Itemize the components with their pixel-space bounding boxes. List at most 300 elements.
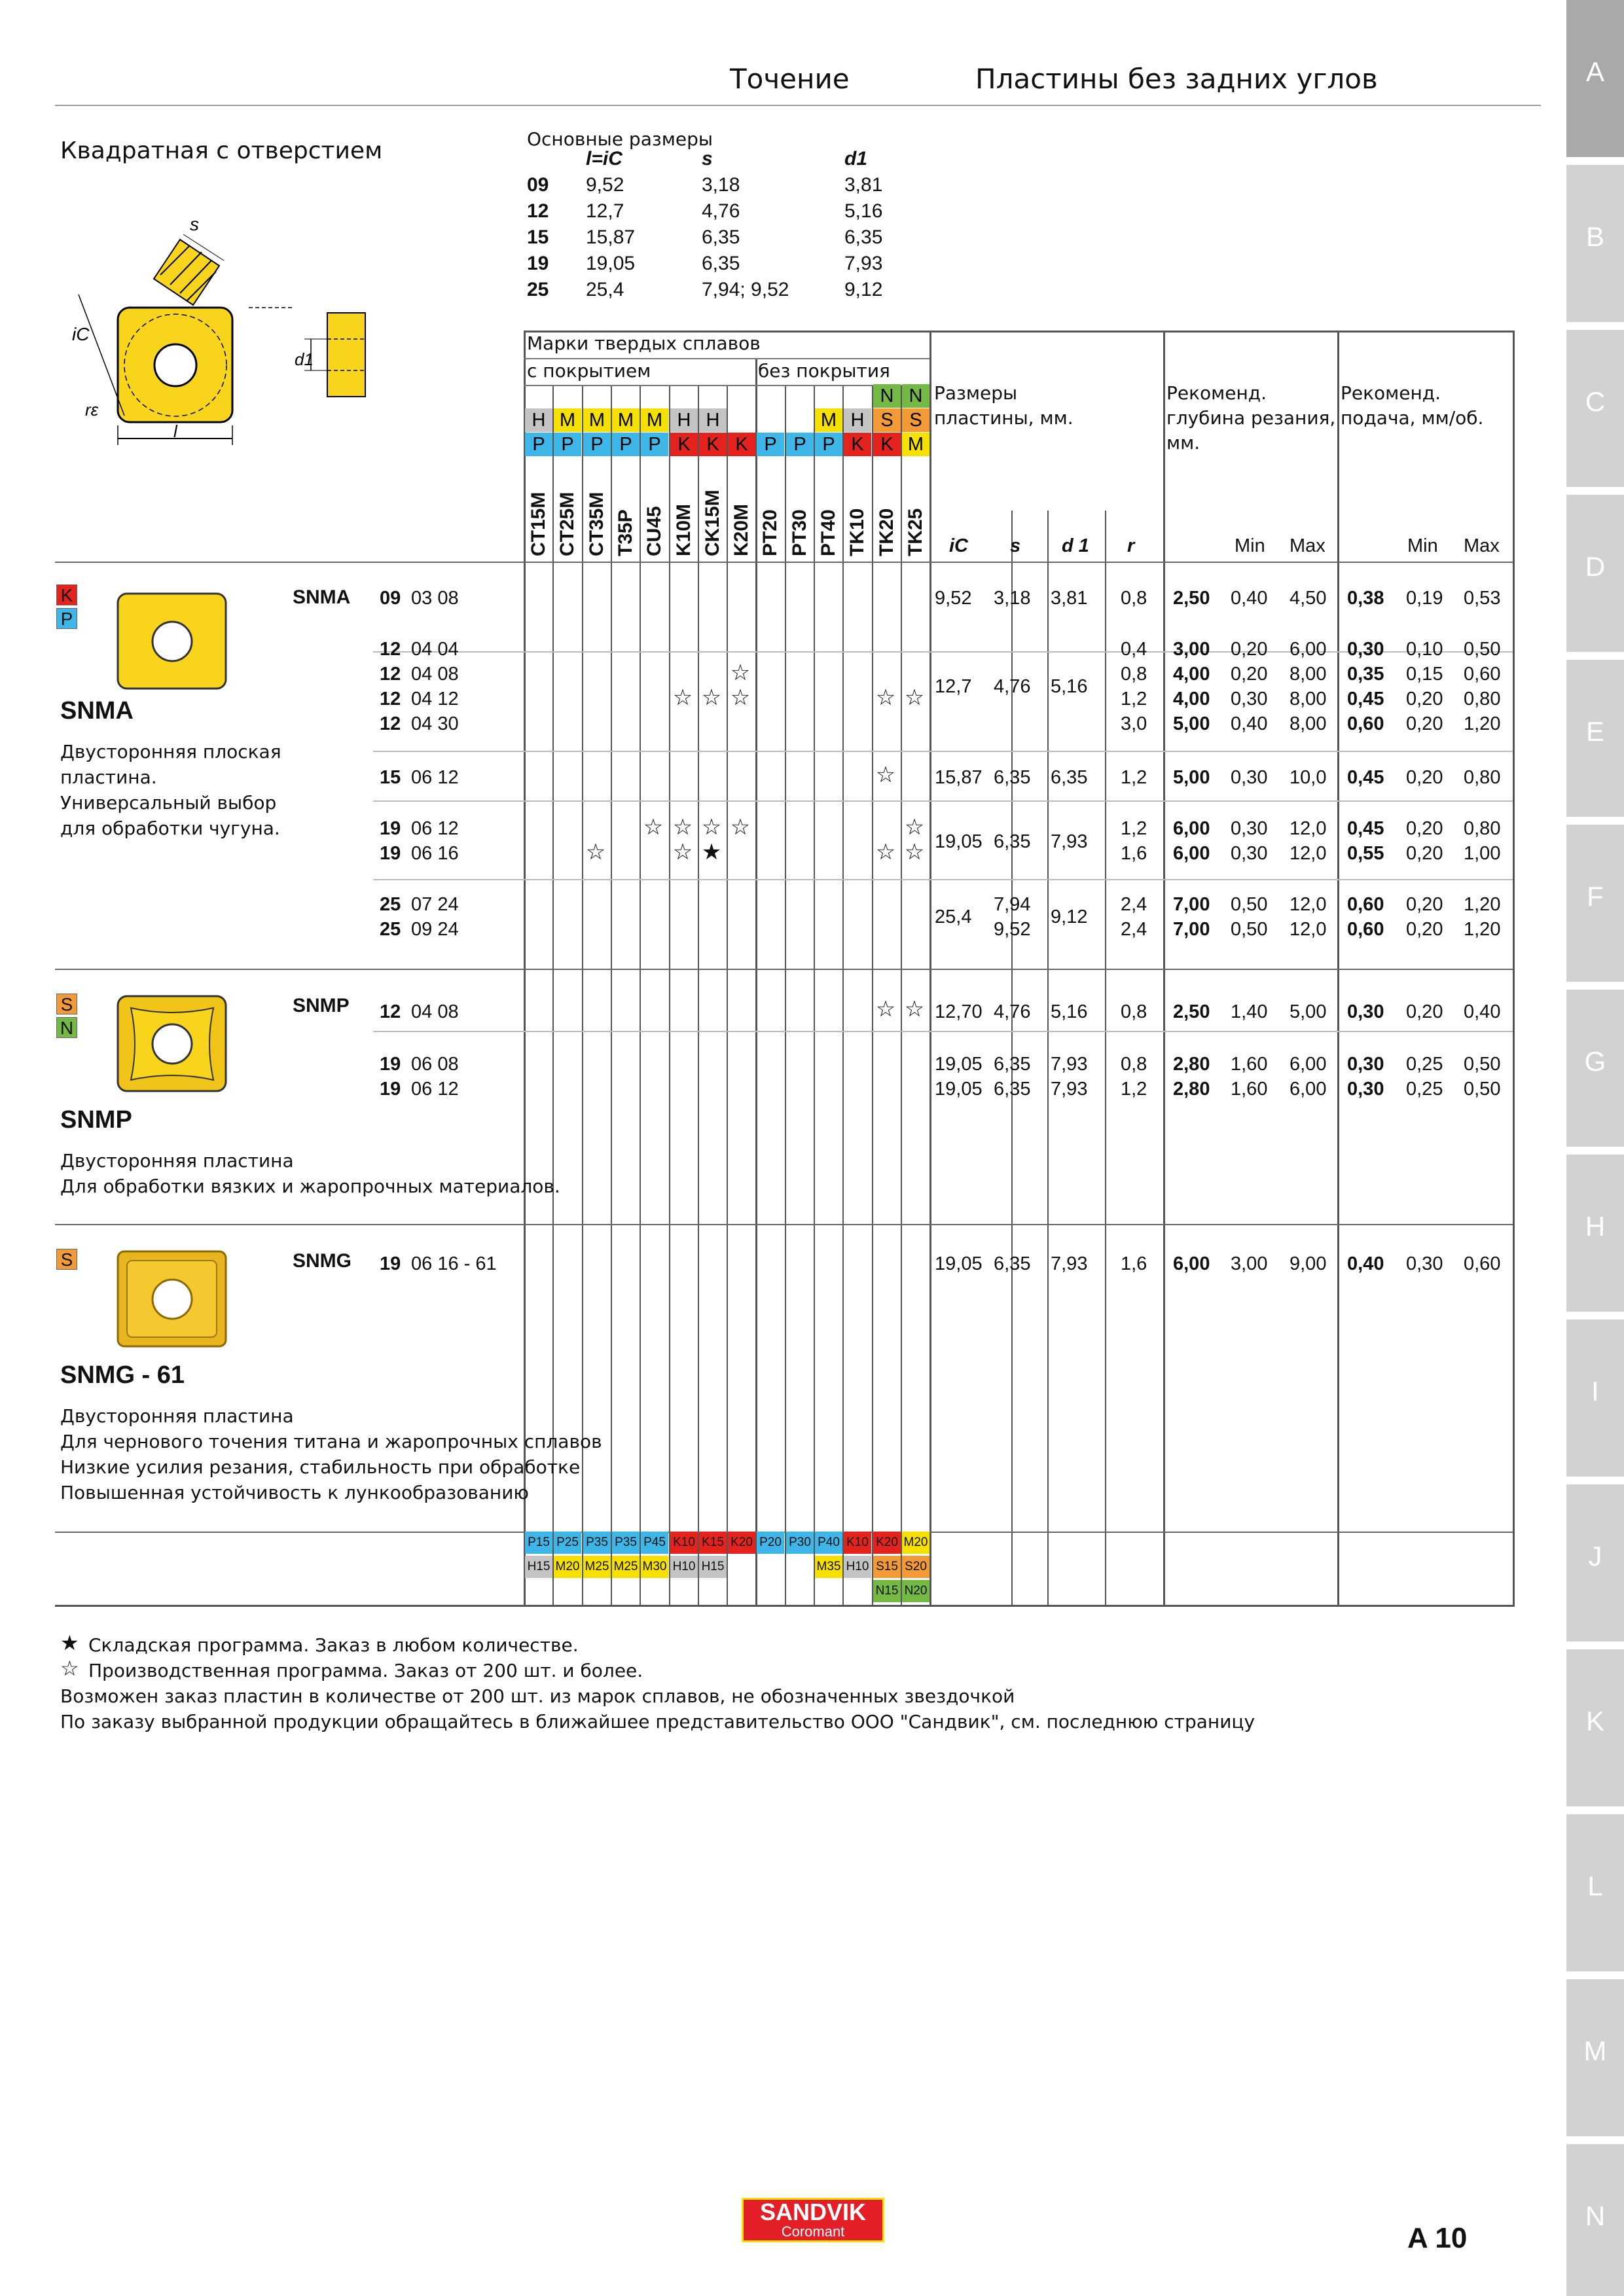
row-ap-max: 12,0 [1290, 818, 1327, 839]
production-star-icon: ☆ [730, 685, 751, 710]
row-ap-min: 0,20 [1231, 639, 1268, 660]
row-ap: 5,00 [1173, 713, 1210, 734]
dims-cell: 12,7 [586, 200, 624, 222]
dims-cell: 15 [527, 226, 549, 248]
row-ic: 19,05 [935, 1253, 983, 1274]
grade-name: K20M [731, 503, 752, 556]
section-title: Точение [730, 63, 850, 95]
grade-iso-cell: S [873, 408, 901, 432]
grade-iso-cell: K [728, 433, 755, 456]
legend-line: По заказу выбранной продукции обращайтесь в ближайшее представительство ООО "Сандвик", см. последнюю страницу [60, 1711, 1255, 1732]
row-ap-min: 3,00 [1231, 1253, 1268, 1274]
product-name: SNMG - 61 [60, 1361, 185, 1389]
row-ap-max: 12,0 [1290, 919, 1327, 940]
grade-iso-cell: M [902, 433, 929, 456]
grade-iso-cell: M [815, 408, 842, 432]
grade-col-line [785, 386, 786, 1607]
grade-col-line [842, 386, 844, 1607]
svg-text:l: l [173, 422, 177, 441]
col-header-max: Max [1464, 535, 1500, 556]
production-star-icon: ☆ [904, 685, 925, 710]
row-ap-min: 1,60 [1231, 1079, 1268, 1100]
row-f: 0,60 [1347, 713, 1384, 734]
insert-code-size: 12 [380, 689, 401, 709]
row-r: 2,4 [1121, 919, 1147, 940]
grade-iso-cell: P [786, 433, 814, 456]
logo-sub: Coromant [781, 2223, 845, 2240]
row-f-min: 0,20 [1406, 894, 1443, 915]
dims-cell: 12 [527, 200, 549, 222]
row-f-min: 0,25 [1406, 1054, 1443, 1075]
row-ap-min: 0,50 [1231, 894, 1268, 915]
grade-name: CT15M [528, 492, 549, 556]
row-ic: 19,05 [935, 1079, 983, 1100]
grade-iso-cell: N [873, 384, 901, 408]
side-profile-shape [327, 313, 365, 397]
insert-code-size: 12 [380, 664, 401, 685]
row-s: 6,35 [994, 1054, 1031, 1075]
grade-iso-cell: K [699, 433, 727, 456]
insert-code-size: 12 [380, 1001, 401, 1022]
row-f-min: 0,15 [1406, 664, 1443, 685]
dims-cell: 15,87 [586, 226, 636, 248]
production-star-icon: ☆ [585, 840, 606, 865]
grade-iso-cell: P [641, 433, 668, 456]
row-f-min: 0,20 [1406, 818, 1443, 839]
table-bottom [55, 1605, 1513, 1607]
insert-code-rest: 04 08 [411, 1001, 459, 1022]
row-ap: 4,00 [1173, 689, 1210, 709]
insert-code-rest: 06 12 [411, 767, 459, 788]
depth-header: Рекоменд. глубина резания, мм. [1166, 382, 1336, 454]
row-ap-max: 4,50 [1290, 588, 1327, 609]
row-ap: 2,50 [1173, 588, 1210, 609]
grade-iso-cell: P [757, 433, 784, 456]
col-header-min: Min [1235, 535, 1265, 556]
row-f-min: 0,20 [1406, 843, 1443, 864]
grades-uncoated: без покрытия [758, 360, 890, 382]
iso-equivalent-cell: P45 [641, 1532, 668, 1554]
row-ap: 3,00 [1173, 639, 1210, 660]
row-f-min: 0,25 [1406, 1079, 1443, 1100]
insert-diagram [52, 196, 393, 458]
dims-cell: 4,76 [702, 200, 740, 222]
row-f-max: 1,00 [1464, 843, 1501, 864]
row-ap: 6,00 [1173, 843, 1210, 864]
row-ap-min: 0,30 [1231, 843, 1268, 864]
row-s: 7,94 [994, 894, 1031, 915]
grade-hline [524, 358, 929, 359]
insert-code-size: 19 [380, 1253, 401, 1274]
iso-equivalent-cell: P40 [815, 1532, 842, 1554]
dims-header-0: l=iC [586, 148, 623, 170]
row-separator [55, 1224, 1513, 1225]
row-ic: 25,4 [935, 906, 972, 927]
side-tab-k[interactable]: K [1566, 1649, 1624, 1806]
row-f-min: 0,30 [1406, 1253, 1443, 1274]
production-star-icon: ☆ [730, 815, 751, 840]
row-ap-max: 10,0 [1290, 767, 1327, 788]
insert-code-rest: 04 08 [411, 664, 459, 685]
logo-brand: SANDVIK [759, 2198, 867, 2225]
iso-equivalent-cell: P30 [786, 1532, 814, 1554]
insert-code-size: 25 [380, 894, 401, 915]
row-f-min: 0,20 [1406, 689, 1443, 709]
product-desc-line: Двусторонняя пластина [60, 1150, 294, 1172]
row-ap-max: 8,00 [1290, 689, 1327, 709]
row-separator [373, 1031, 1513, 1032]
grade-name: PT20 [759, 509, 781, 556]
insert-code-size: 15 [380, 767, 401, 788]
grade-name: PT40 [818, 509, 839, 556]
row-f: 0,30 [1347, 1079, 1384, 1100]
row-s: 6,35 [994, 831, 1031, 852]
row-d1: 7,93 [1051, 1253, 1088, 1274]
row-ap: 4,00 [1173, 664, 1210, 685]
row-ap-max: 9,00 [1290, 1253, 1327, 1274]
grade-name: CT25M [556, 492, 578, 556]
insert-code-size: 09 [380, 588, 401, 609]
iso-equivalent-cell: K10 [844, 1532, 871, 1554]
insert-code-rest: 09 24 [411, 919, 459, 940]
row-ap: 2,50 [1173, 1001, 1210, 1022]
insert-code-rest: 03 08 [411, 588, 459, 609]
dims-title: Основные размеры [527, 128, 713, 150]
row-ap-max: 5,00 [1290, 1001, 1327, 1022]
row-r: 0,8 [1121, 1001, 1147, 1022]
iso-equivalent-cell: M20 [554, 1556, 581, 1578]
col-header-r: r [1127, 535, 1135, 556]
row-ap-max: 12,0 [1290, 894, 1327, 915]
dims-cell: 6,35 [702, 253, 740, 274]
dims-cell: 19,05 [586, 253, 636, 274]
size-col-line [1105, 511, 1106, 1607]
grade-iso-cell: M [641, 408, 668, 432]
production-star-icon: ☆ [672, 815, 693, 840]
feed-header: Рекоменд. подача, мм/об. [1341, 382, 1484, 429]
row-ap: 7,00 [1173, 919, 1210, 940]
row-f-max: 1,20 [1464, 894, 1501, 915]
iso-equivalent-cell: H15 [699, 1556, 727, 1578]
section-line [1513, 331, 1515, 1607]
grade-col-line [669, 386, 670, 1607]
side-tab-i[interactable]: I [1566, 1319, 1624, 1477]
grade-name: CK15M [702, 490, 723, 556]
iso-equivalent-cell: K20 [873, 1532, 901, 1554]
row-r: 0,8 [1121, 1054, 1147, 1075]
row-f-max: 1,20 [1464, 919, 1501, 940]
grade-col-line [755, 359, 757, 1607]
iso-equivalent-cell: P15 [525, 1532, 552, 1554]
insert-code-rest: 07 24 [411, 894, 459, 915]
row-ap-min: 0,40 [1231, 588, 1268, 609]
iso-equivalent-cell: K20 [728, 1532, 755, 1554]
iso-marker-s: S [56, 1249, 77, 1270]
row-ap-min: 0,40 [1231, 713, 1268, 734]
row-s: 6,35 [994, 767, 1031, 788]
row-f-max: 1,20 [1464, 713, 1501, 734]
row-f-max: 0,50 [1464, 639, 1501, 660]
insert-code-size: 12 [380, 713, 401, 734]
dims-cell: 6,35 [702, 226, 740, 248]
dims-cell: 6,35 [844, 226, 883, 248]
grade-name: T35P [615, 509, 636, 556]
row-r: 1,2 [1121, 1079, 1147, 1100]
side-tab-j[interactable]: J [1566, 1484, 1624, 1641]
row-r: 1,2 [1121, 767, 1147, 788]
side-tab-g[interactable]: G [1566, 990, 1624, 1147]
product-desc-line: для обработки чугуна. [60, 817, 280, 839]
row-f: 0,30 [1347, 639, 1384, 660]
insert-photo-snmp [117, 995, 228, 1093]
product-desc-line: Низкие усилия резания, стабильность при обработке [60, 1456, 581, 1478]
row-f: 0,45 [1347, 689, 1384, 709]
product-desc-line: Двусторонняя пластина [60, 1405, 294, 1427]
production-star-icon: ☆ [643, 815, 664, 840]
iso-equivalent-cell: M20 [902, 1532, 929, 1554]
iso-equivalent-cell: M30 [641, 1556, 668, 1578]
svg-text:iC: iC [72, 324, 90, 344]
insert-code-size: 25 [380, 919, 401, 940]
dims-cell: 7,93 [844, 253, 883, 274]
iso-equivalent-cell: M25 [583, 1556, 611, 1578]
product-code: SNMA [293, 586, 351, 608]
row-f: 0,40 [1347, 1253, 1384, 1274]
row-separator [373, 800, 1513, 802]
row-ap: 7,00 [1173, 894, 1210, 915]
production-star-icon: ☆ [730, 660, 751, 685]
row-f: 0,30 [1347, 1001, 1384, 1022]
grade-col-line [640, 386, 641, 1607]
grade-iso-cell: M [612, 408, 640, 432]
insert-code-rest: 06 16 - 61 [411, 1253, 497, 1274]
row-f: 0,38 [1347, 588, 1384, 609]
grade-col-line [582, 386, 583, 1607]
row-separator [373, 651, 1513, 653]
grade-col-line [814, 386, 815, 1607]
row-s: 3,18 [994, 588, 1031, 609]
row-ap-min: 1,40 [1231, 1001, 1268, 1022]
production-star-icon: ☆ [904, 997, 925, 1022]
production-star-icon: ☆ [904, 840, 925, 865]
header-rule [55, 105, 1541, 106]
svg-text:s: s [190, 214, 199, 234]
row-ap: 6,00 [1173, 1253, 1210, 1274]
production-star-icon: ☆ [60, 1657, 79, 1680]
product-desc-line: Повышенная устойчивость к лункообразованию [60, 1482, 529, 1503]
row-ap: 5,00 [1173, 767, 1210, 788]
row-ap-max: 8,00 [1290, 713, 1327, 734]
insert-code-rest: 06 08 [411, 1054, 459, 1075]
iso-marker-s: S [56, 994, 77, 1014]
row-ap: 2,80 [1173, 1079, 1210, 1100]
grade-col-line [698, 386, 699, 1607]
side-tab-n[interactable]: N [1566, 2144, 1624, 2296]
row-f: 0,45 [1347, 767, 1384, 788]
row-d1: 7,93 [1051, 831, 1088, 852]
row-r: 1,2 [1121, 689, 1147, 709]
iso-equivalent-cell: P35 [583, 1532, 611, 1554]
insert-code-size: 12 [380, 639, 401, 660]
row-ap-min: 0,30 [1231, 689, 1268, 709]
col-header-s: s [1010, 535, 1021, 556]
iso-equivalent-cell: H10 [670, 1556, 698, 1578]
row-ic: 12,7 [935, 676, 972, 697]
grade-name: CT35M [586, 492, 607, 556]
row-f-max: 0,60 [1464, 1253, 1501, 1274]
svg-text:d1: d1 [295, 350, 314, 369]
production-star-icon: ☆ [672, 840, 693, 865]
row-ap-max: 6,00 [1290, 639, 1327, 660]
page-number: A 10 [1407, 2222, 1468, 2254]
side-tab-d[interactable]: D [1566, 495, 1624, 652]
row-f-max: 0,60 [1464, 664, 1501, 685]
production-star-icon: ☆ [875, 685, 896, 710]
production-star-icon: ☆ [875, 840, 896, 865]
iso-equivalent-cell: K10 [670, 1532, 698, 1554]
row-f-max: 0,40 [1464, 1001, 1501, 1022]
product-desc-line: Для чернового точения титана и жаропрочных сплавов [60, 1431, 602, 1452]
stock-star-icon: ★ [60, 1631, 79, 1655]
iso-equivalent-cell: P25 [554, 1532, 581, 1554]
row-f-min: 0,20 [1406, 767, 1443, 788]
grade-iso-cell: P [612, 433, 640, 456]
row-d1: 6,35 [1051, 767, 1088, 788]
row-separator [373, 751, 1513, 752]
row-s: 9,52 [994, 919, 1031, 940]
grade-iso-cell: P [583, 433, 611, 456]
grade-iso-cell: H [699, 408, 727, 432]
row-s: 4,76 [994, 676, 1031, 697]
sandvik-logo [742, 2198, 884, 2242]
side-tab-c[interactable]: C [1566, 330, 1624, 487]
row-f-max: 0,80 [1464, 767, 1501, 788]
iso-marker-k: K [56, 584, 77, 605]
side-tab-l[interactable]: L [1566, 1814, 1624, 1971]
grade-name: TK25 [905, 508, 926, 556]
grade-name: CU45 [643, 506, 665, 556]
iso-equivalent-cell: M25 [612, 1556, 640, 1578]
row-s: 4,76 [994, 1001, 1031, 1022]
side-tab-f[interactable]: F [1566, 825, 1624, 982]
legend-line: Возможен заказ пластин в количестве от 200 шт. из марок сплавов, не обозначенных звездочкой [60, 1685, 1015, 1707]
row-separator [55, 969, 1513, 970]
product-code: SNMP [293, 995, 350, 1016]
row-r: 1,6 [1121, 843, 1147, 864]
row-f-max: 0,50 [1464, 1079, 1501, 1100]
insert-code-rest: 04 04 [411, 639, 459, 660]
insert-code-rest: 06 12 [411, 1079, 459, 1100]
production-star-icon: ☆ [875, 762, 896, 787]
iso-equivalent-cell: S20 [902, 1556, 929, 1578]
legend-line: Складская программа. Заказ в любом количестве. [88, 1634, 579, 1656]
row-s: 6,35 [994, 1079, 1031, 1100]
iso-equivalent-cell: S15 [873, 1556, 901, 1578]
insert-code-size: 19 [380, 818, 401, 839]
size-col-line [1047, 511, 1049, 1607]
row-d1: 5,16 [1051, 676, 1088, 697]
row-ic: 19,05 [935, 831, 983, 852]
grades-title: Марки твердых сплавов [527, 332, 761, 354]
grade-iso-cell: H [525, 408, 552, 432]
grade-iso-cell: M [554, 408, 581, 432]
dims-cell: 19 [527, 253, 549, 274]
row-f: 0,60 [1347, 919, 1384, 940]
grade-iso-cell: K [670, 433, 698, 456]
product-name: SNMP [60, 1106, 132, 1134]
production-star-icon: ☆ [672, 685, 693, 710]
col-header-d1: d 1 [1062, 535, 1089, 556]
row-d1: 3,81 [1051, 588, 1088, 609]
insert-hole [154, 344, 196, 386]
product-code: SNMG [293, 1250, 352, 1272]
side-tab-h[interactable]: H [1566, 1155, 1624, 1312]
grade-iso-cell: N [902, 384, 929, 408]
grade-iso-cell: H [844, 408, 871, 432]
grades-coated: с покрытием [527, 360, 651, 382]
row-r: 0,8 [1121, 664, 1147, 685]
dims-cell: 3,18 [702, 174, 740, 196]
insert-photo-snma [117, 592, 228, 691]
row-separator [373, 879, 1513, 880]
row-f-max: 0,50 [1464, 1054, 1501, 1075]
dims-cell: 5,16 [844, 200, 883, 222]
iso-equivalent-cell: H10 [844, 1556, 871, 1578]
side-tab-b[interactable]: B [1566, 165, 1624, 322]
stock-star-icon: ★ [701, 840, 722, 865]
row-f-min: 0,10 [1406, 639, 1443, 660]
grade-iso-cell: P [815, 433, 842, 456]
svg-text:rε: rε [85, 400, 99, 420]
side-tab-e[interactable]: E [1566, 660, 1624, 817]
col-header-iC: iC [949, 535, 968, 556]
grade-col-line [611, 386, 612, 1607]
row-ic: 15,87 [935, 767, 983, 788]
row-f: 0,60 [1347, 894, 1384, 915]
row-ap-min: 0,30 [1231, 767, 1268, 788]
production-star-icon: ☆ [875, 997, 896, 1022]
row-ap-max: 6,00 [1290, 1054, 1327, 1075]
row-ap-min: 0,50 [1231, 919, 1268, 940]
grade-name: TK20 [876, 508, 897, 556]
row-f-min: 0,20 [1406, 713, 1443, 734]
production-star-icon: ☆ [701, 815, 722, 840]
col-header-min: Min [1407, 535, 1438, 556]
row-r: 0,8 [1121, 588, 1147, 609]
side-tab-a[interactable]: A [1566, 0, 1624, 157]
insert-code-size: 19 [380, 1079, 401, 1100]
row-s: 6,35 [994, 1253, 1031, 1274]
grade-col-line [727, 386, 728, 1607]
side-tab-m[interactable]: M [1566, 1979, 1624, 2136]
iso-equivalent-cell: P35 [612, 1532, 640, 1554]
insert-photo-snmg [117, 1250, 228, 1348]
dims-header-2: d1 [844, 148, 868, 170]
row-r: 1,6 [1121, 1253, 1147, 1274]
insert-code-rest: 04 30 [411, 713, 459, 734]
product-desc-line: Двусторонняя плоская [60, 741, 281, 762]
row-ap-max: 12,0 [1290, 843, 1327, 864]
row-r: 3,0 [1121, 713, 1147, 734]
dims-cell: 3,81 [844, 174, 883, 196]
row-f-min: 0,19 [1406, 588, 1443, 609]
insert-code-rest: 04 12 [411, 689, 459, 709]
grade-iso-cell: K [873, 433, 901, 456]
row-d1: 7,93 [1051, 1054, 1088, 1075]
dims-cell: 7,94; 9,52 [702, 279, 789, 300]
row-f-max: 0,80 [1464, 818, 1501, 839]
row-ap-max: 6,00 [1290, 1079, 1327, 1100]
